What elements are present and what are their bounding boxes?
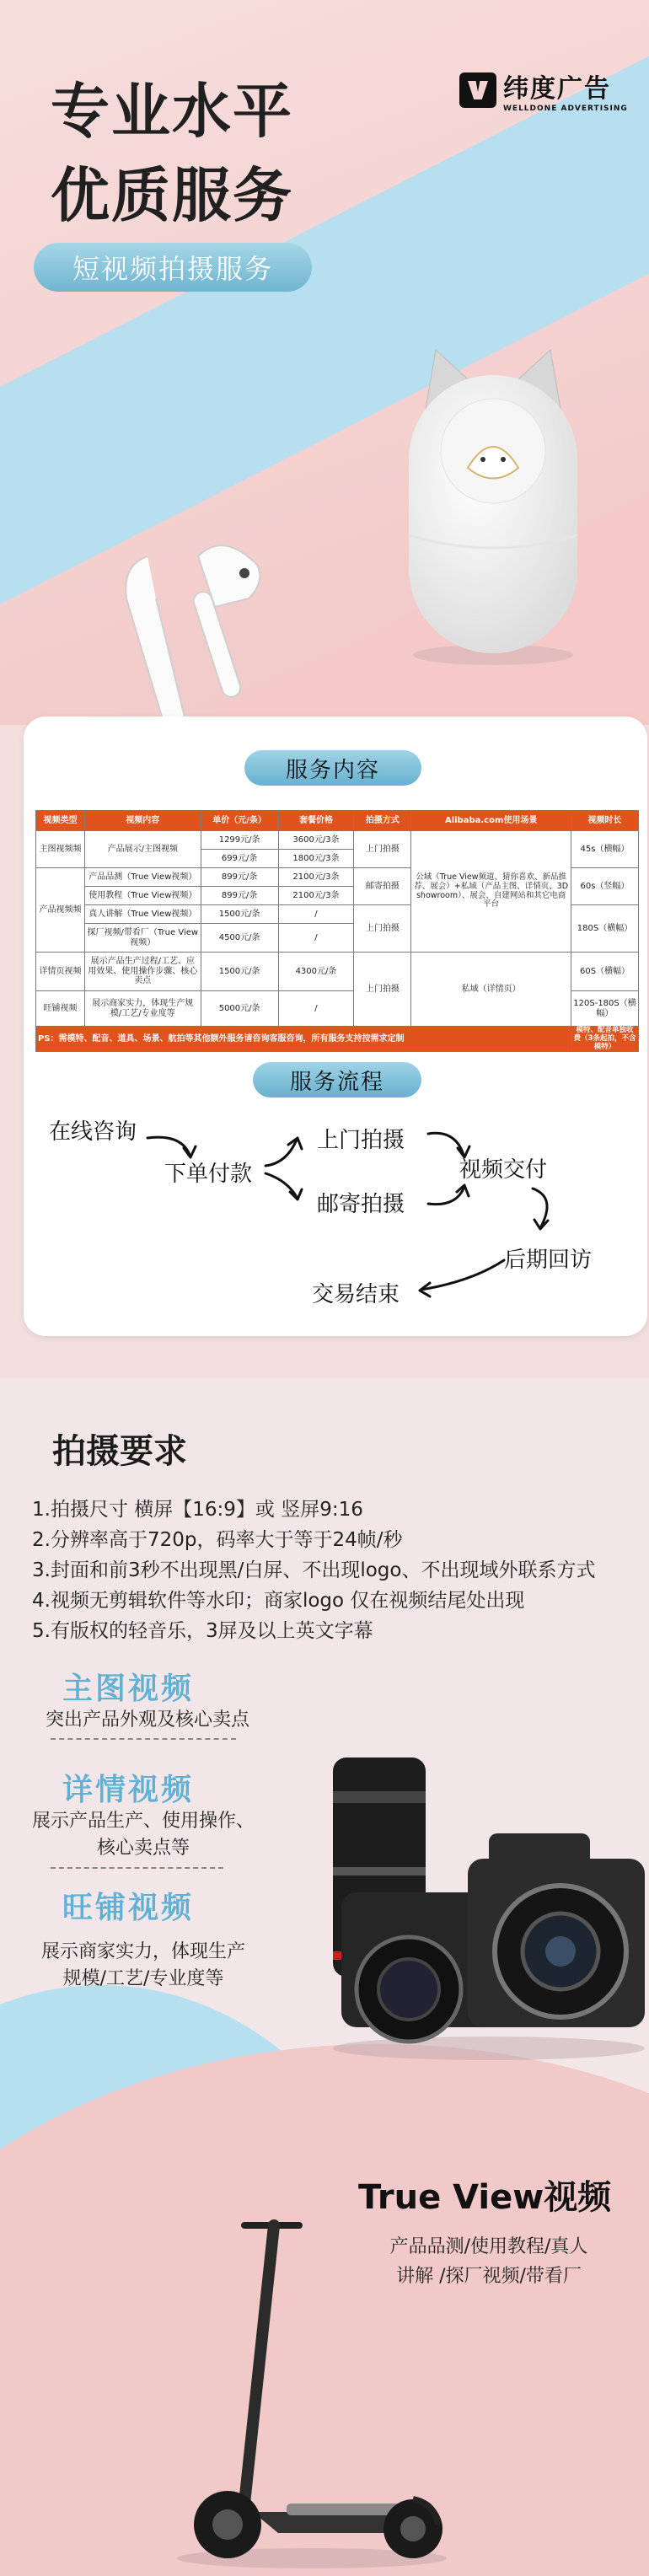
detail-video-desc-1: 展示产品生产、使用操作、 [31,1811,255,1832]
flow-step-payment: 下单付款 [164,1162,253,1187]
requirement-item: 2.分辨率高于720p，码率大于等于24帧/秒 [32,1529,403,1551]
ps-note-right: 模特、配音单独收费（3条起拍，不含模特） [571,1027,639,1052]
table-cell: 3600元/3条 [278,831,354,850]
table-cell: 详情页视频 [36,953,85,991]
table-cell: 真人讲解（True View视频） [84,905,201,924]
table-cell: 展示商家实力，体现生产规模/工艺/专业度等 [84,991,201,1027]
table-cell: / [278,905,354,924]
table-cell: / [278,991,354,1027]
trueview-title: True View视频 [358,2178,612,2217]
divider [51,1867,223,1869]
table-cell: 旺铺视频 [36,991,85,1027]
header-cell: Alibaba.com使用场景 [411,811,571,831]
requirement-item: 3.封面和前3秒不出现黑/白屏、不出现logo、不出现域外联系方式 [32,1559,596,1581]
table-cell: 1500元/条 [201,905,278,924]
trueview-desc-2: 讲解 /探厂视频/带看厂 [396,2266,582,2287]
table-cell: 主图视频频 [36,831,85,868]
shop-video-title: 旺铺视频 [62,1891,195,1925]
flow-step-complete: 交易结束 [312,1282,400,1307]
ps-note: PS：需模特、配音、道具、场景、航拍等其他额外服务请咨询客服咨询，所有服务支持按需求定制 [36,1027,571,1052]
table-cell: 1800元/3条 [278,850,354,868]
table-cell: 120S-180S（横幅） [571,991,639,1027]
hero-title-line2: 优质服务 [51,161,293,230]
flow-arrow [148,1137,190,1155]
table-cell: 4500元/条 [201,924,278,953]
table-cell: 公域（True View频道、猜你喜欢、新品推荐、展会）+私域（产品主图、详情页、3D showroom）、展会、自建网站和其它电商平台 [411,831,571,953]
requirement-item: 1.拍摄尺寸 横屏【16:9】或 竖屏9:16 [32,1499,363,1521]
brand-name-en: WELLDONE ADVERTISING [503,105,628,113]
cameras-image [320,1741,649,2069]
table-cell: 180S（横幅） [571,905,639,953]
shop-video-desc-2: 规模/工艺/专业度等 [62,1968,224,1989]
table-cell: 上门拍摄 [354,831,411,868]
table-cell: 探厂视频/带看厂（True View视频） [84,924,201,953]
hero-title-line1: 专业水平 [51,77,293,146]
header-cell: 拍摄方式 [354,811,411,831]
tag-service-flow: 服务流程 [253,1062,421,1097]
trueview-desc-1: 产品品测/使用教程/真人 [389,2236,588,2257]
flow-step-followup: 后期回访 [504,1248,593,1273]
table-cell: 使用教程（True View视频） [84,887,201,905]
table-cell: 60S（横幅） [571,953,639,991]
header-cell: 视频时长 [571,811,639,831]
divider [51,1738,236,1740]
table-cell: / [278,924,354,953]
table-cell: 2100元/3条 [278,887,354,905]
detail-video-title: 详情视频 [62,1773,195,1807]
table-cell: 699元/条 [201,850,278,868]
requirements-title: 拍摄要求 [52,1432,187,1471]
table-cell: 899元/条 [201,868,278,887]
table-cell: 899元/条 [201,887,278,905]
table-cell: 产品品测（True View视频） [84,868,201,887]
table-cell: 1299元/条 [201,831,278,850]
table-cell: 45s（横幅） [571,831,639,868]
table-cell: 2100元/3条 [278,868,354,887]
flow-step-onsite: 上门拍摄 [317,1128,405,1153]
flow-step-delivery: 视频交付 [459,1157,548,1183]
tag-service-content: 服务内容 [244,750,421,786]
brand-name-cn: 纬度广告 [503,74,611,104]
header-cell: 单价（元/条） [201,811,278,831]
table-cell: 4300元/条 [278,953,354,991]
flow-arrow [428,1133,464,1155]
table-cell: 私域（详情页） [411,953,571,1027]
table-cell: 1500元/条 [201,953,278,991]
hero-service-pill: 短视频拍摄服务 [34,243,312,292]
table-cell: 展示产品生产过程/工艺、应用效果、使用操作步骤、核心卖点 [84,953,201,991]
table-cell: 60s（竖幅） [571,868,639,905]
detail-video-desc-2: 核心卖点等 [96,1838,190,1859]
header-cell: 视频类型 [36,811,85,831]
main-video-desc: 突出产品外观及核心卖点 [45,1709,249,1731]
header-cell: 视频内容 [84,811,201,831]
flow-step-mail: 邮寄拍摄 [317,1192,405,1217]
flow-arrow [266,1140,297,1166]
table-cell: 邮寄拍摄 [354,868,411,905]
flow-step-consult: 在线咨询 [49,1119,137,1145]
table-cell: 产品视频频 [36,868,85,953]
requirement-item: 4.视频无剪辑软件等水印；商家logo 仅在视频结尾处出现 [32,1590,525,1612]
table-cell: 产品展示/主图视频 [84,831,201,868]
table-cell: 5000元/条 [201,991,278,1027]
header-cell: 套餐价格 [278,811,354,831]
shop-video-desc-1: 展示商家实力，体现生产 [40,1941,245,1962]
flow-arrow [421,1260,504,1290]
main-video-title: 主图视频 [62,1672,195,1706]
scooter-image [160,2200,447,2571]
table-cell: 上门拍摄 [354,905,411,953]
table-cell: 上门拍摄 [354,953,411,1027]
requirement-item: 5.有版权的轻音乐，3屏及以上英文字幕 [32,1620,373,1642]
